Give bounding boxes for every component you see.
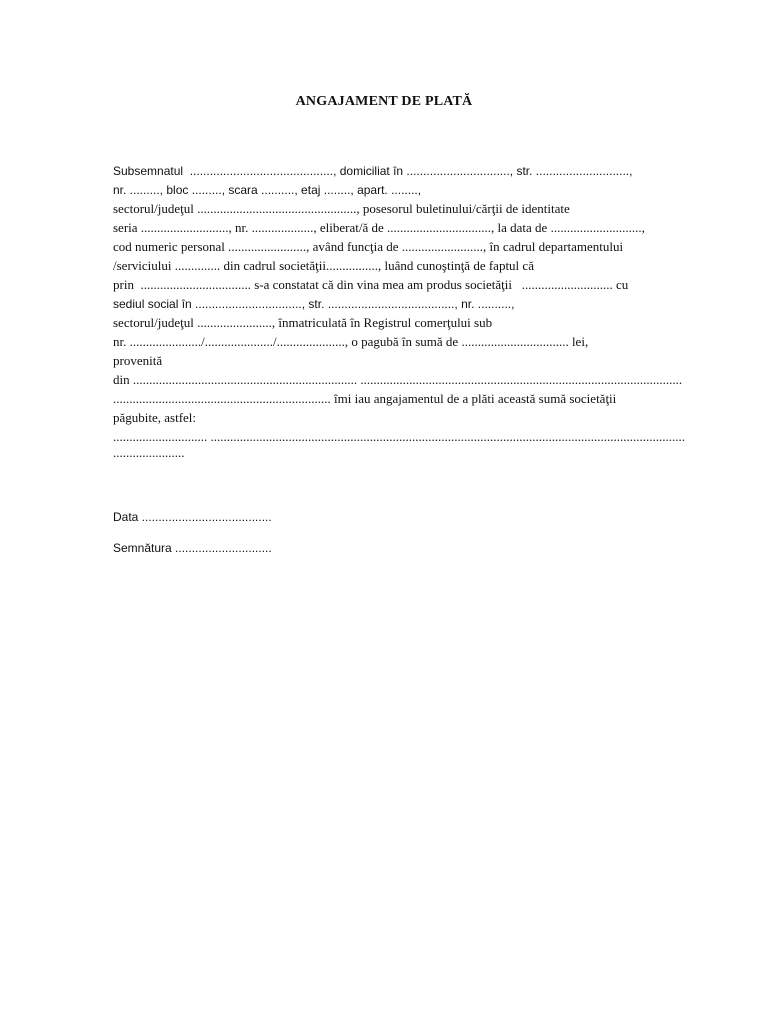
- body-line: păgubite, astfel:: [113, 410, 197, 425]
- body-line: sediul social în ................................, str. ......................................, nr. ..........,: [113, 297, 515, 311]
- body-line: sectorul/judeţul ......................., înmatriculată în Registrul comerţului sub: [113, 315, 493, 330]
- body-line: nr. ........., bloc ........., scara .........., etaj ........, apart. ........,: [113, 183, 422, 197]
- body-line: ......................: [113, 445, 185, 460]
- body-line: prin .................................. s-a constatat că din vina mea am produs societăţii ............................ cu: [113, 277, 629, 292]
- signature-line: Semnătura .............................: [113, 541, 272, 555]
- body-line: provenită: [113, 353, 163, 368]
- body-line: nr. ....................../...................../....................., o pagubă în sumă de ................................. lei,: [113, 334, 589, 349]
- body-line: /serviciului .............. din cadrul societăţii................, luând cunoştinţă de faptul că: [113, 258, 534, 273]
- body-line: cod numeric personal ........................, având funcţia de ........................., în cadrul departamentului: [113, 239, 624, 254]
- body-line: Subsemnatul ..........................................., domiciliat în ..............................., str. ............................,: [113, 164, 633, 178]
- body-line: ............................. ..................................................................................................................................................: [113, 429, 685, 444]
- date-line: Data .......................................: [113, 510, 272, 524]
- body-line: din ..................................................................... ...................................................................................................: [113, 372, 683, 387]
- body-line: ................................................................... îmi iau angajamentul de a plăti această sumă societăţii: [113, 391, 617, 406]
- document-title: ANGAJAMENT DE PLATĂ: [295, 94, 473, 109]
- body-line: seria ..........................., nr. ..................., eliberat/ă de ................................, la data de ............................,: [113, 220, 645, 235]
- body-line: sectorul/judeţul ................................................., posesorul buletinului/cărţii de identitate: [113, 201, 570, 216]
